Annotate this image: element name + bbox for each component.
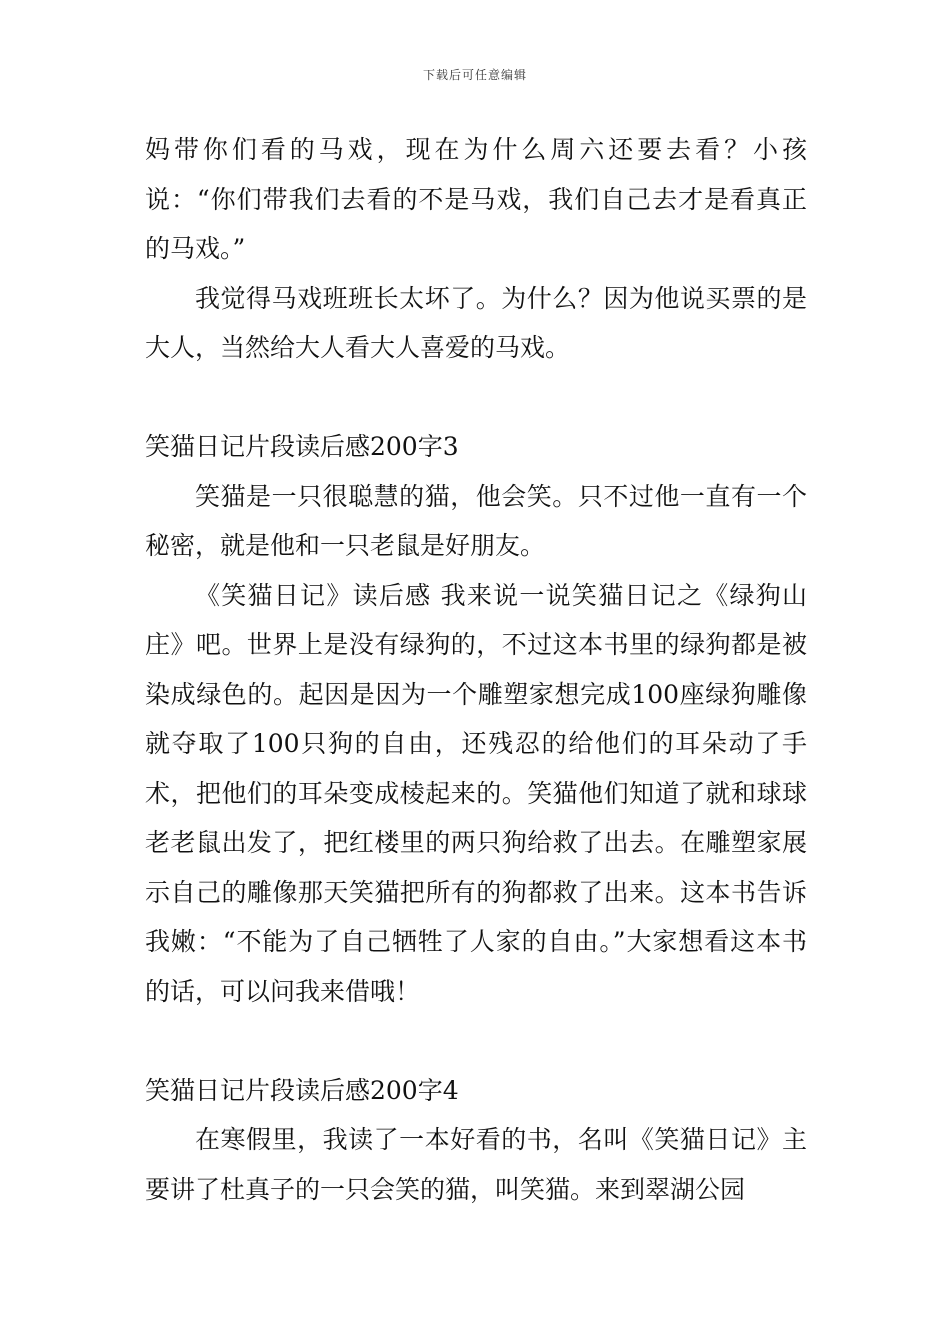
- paragraph: 在寒假里，我读了一本好看的书，名叫《笑猫日记》主要讲了杜真子的一只会笑的猫，叫笑猫。来到翠湖公园: [145, 1125, 807, 1204]
- paragraph: 笑猫是一只很聪慧的猫，他会笑。只不过他一直有一个秘密，就是他和一只老鼠是好朋友。: [145, 481, 807, 560]
- document-body: [145, 125, 807, 1214]
- paragraph: 我觉得马戏班班长太坏了。为什么？因为他说买票的是大人，当然给大人看大人喜爱的马戏。: [145, 283, 807, 362]
- paragraph: 《笑猫日记》读后感 我来说一说笑猫日记之《绿狗山庄》吧。世界上是没有绿狗的，不过这本书里的绿狗都是被染成绿色的。起因是因为一个雕塑家想完成100座绿狗雕像就夺取了100只狗的自由，还残忍的给他们的耳朵动了手术，把他们的耳朵变成棱起来的。笑猫他们知道了就和球球老老鼠出发了，把红楼里的两只狗给救了出去。在雕塑家展示自己的雕像那天笑猫把所有的狗都救了出来。这本书告诉我嫩：“不能为了自己牺牲了人家的自由。”大家想看这本书的话，可以问我来借哦！: [145, 580, 807, 1006]
- header-note: 下载后可任意编辑: [422, 68, 527, 82]
- section-title: 笑猫日记片段读后感200字4: [145, 1075, 459, 1105]
- section-title: 笑猫日记片段读后感200字3: [145, 432, 459, 461]
- paragraph: 妈带你们看的马戏，现在为什么周六还要去看？小孩说：“你们带我们去看的不是马戏，我们自己去才是看真正的马戏。”: [145, 135, 807, 263]
